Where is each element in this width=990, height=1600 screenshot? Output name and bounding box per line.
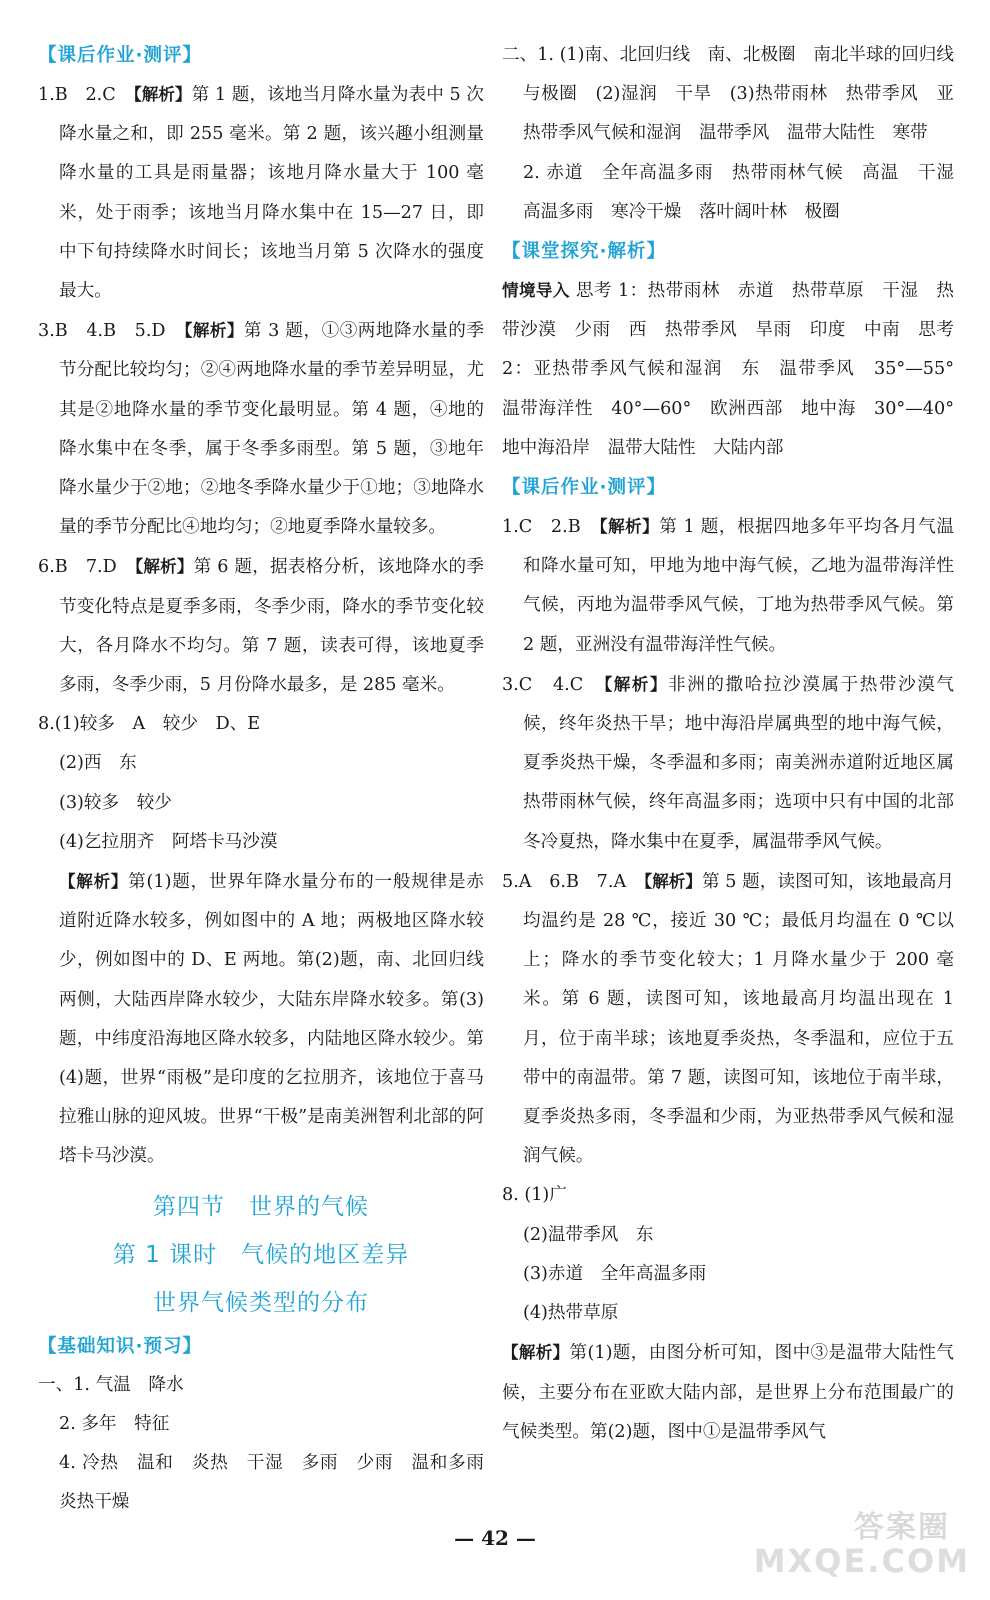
answer-text: 第 6 题，据表格分析，该地降水的季节变化特点是夏季多雨，冬季少雨，降水的季节变化较大，各月降水不均匀。第 7 题，读表可得，该地夏季多雨，冬季少雨，5 月份降水最多，是 285 毫米。 xyxy=(59,557,485,696)
answer-paragraph xyxy=(38,75,484,311)
analysis-label: 【解析】 xyxy=(133,85,192,104)
section-heading: 【课后作业·测评】 xyxy=(502,477,667,499)
answer-paragraph xyxy=(38,823,484,862)
answer-text: 2. 赤道 全年高温多雨 热带雨林气候 高温 干湿 高温多雨 寒冷干燥 落叶阔叶林 极圈 xyxy=(523,162,972,222)
section-heading: 【基础知识·预习】 xyxy=(38,1335,203,1357)
answer-text: 第 1 题，该地当月降水量为表中 5 次降水量之和，即 255 毫米。第 2 题，该兴趣小组测量降水量的工具是雨量器；该地月降水量大于 100 毫米，处于雨季；该地当月降水集中在 15—27 日，即中下旬持续降水时间长；该地当月第 5 次降水的强度最大。 xyxy=(59,85,485,302)
answer-paragraph xyxy=(502,1176,954,1215)
answer-paragraph xyxy=(38,784,484,823)
answer-text: 第 1 题，根据四地多年平均各月气温和降水量可知，甲地为地中海气候，乙地为温带海洋性气候，丙地为温带季风气候，丁地为热带季风气候。第 2 题，亚洲没有温带海洋性气候。 xyxy=(523,517,955,655)
analysis-label: 【解析】 xyxy=(643,871,702,891)
answer-text: (2)温带季风 东 xyxy=(523,1224,654,1245)
answer-paragraph xyxy=(38,862,484,1177)
answer-text: (2)西 东 xyxy=(59,753,137,774)
analysis-label: 【解析】 xyxy=(134,557,194,577)
answer-paragraph xyxy=(502,271,972,468)
answer-text: 第(1)题，世界年降水量分布的一般规律是赤道附近降水较多，例如图中的 A 地；两极地区降水较少，例如图中的 D、E 两地。第(2)题，南、北回归线两侧，大陆西岸降水较少，大陆东岸降水较多。第(3)题，中纬度沿海地区降水较多，内陆地区降水较少。第(4)题，世界“雨极”是印度的乞拉朋齐，该地位于喜马拉雅山脉的迎风坡。世界“干极”是南美洲智利北部的阿塔卡马沙漠。 xyxy=(59,872,484,1167)
answer-text: 一、1. 气温 降水 xyxy=(38,1374,184,1395)
answer-text: (3)赤道 全年高温多雨 xyxy=(523,1263,707,1284)
analysis-label: 【解析】 xyxy=(184,321,244,341)
answer-paragraph xyxy=(502,1255,954,1294)
analysis-label: 【解析】 xyxy=(59,872,129,892)
answer-text: 5.A 6.B 7.A xyxy=(502,871,644,892)
answer-text: 思考 1：热带雨林 赤道 热带草原 干湿 热带沙漠 少雨 西 热带季风 旱雨 印度 中南 思考 2：亚热带季风气候和湿润 东 温带季风 35°—55° 温带海洋性 40°—60° 欧洲西部 地中海 30°—40° 地中海沿岸 温带大陆性 大陆内部 xyxy=(502,281,972,458)
answer-text: 3.C 4.C xyxy=(502,674,604,695)
analysis-label: 【解析】 xyxy=(603,674,669,694)
analysis-label: 【解析】 xyxy=(502,1343,570,1363)
answer-paragraph xyxy=(38,705,484,744)
analysis-label: 情境导入 xyxy=(502,281,570,301)
section-heading: 【课堂探究·解析】 xyxy=(502,241,667,263)
answer-paragraph xyxy=(502,1294,954,1333)
answer-text: 2. 多年 特征 xyxy=(59,1413,170,1434)
answer-text: 非洲的撒哈拉沙漠属于热带沙漠气候，终年炎热干旱；地中海沿岸属典型的地中海气候，夏季炎热干燥，冬季温和多雨；南美洲赤道附近地区属热带雨林气候，终年高温多雨；选项中只有中国的北部冬冷夏热，降水集中在夏季，属温带季风气候。 xyxy=(523,674,954,852)
chapter-title: 第四节 世界的气候 xyxy=(153,1193,369,1220)
answer-text: 第 5 题，读图可知，该地最高月均温约是 28 ℃，接近 30 ℃；最低月均温在 0 ℃以上；降水的季节变化较大；1 月降水量少于 200 毫米。第 6 题，读图可知，该地最高月均温出现在 1 月，位于南半球；该地夏季炎热，冬季温和，应位于五带中的南温带。第 7 题，读图可知，该地位于南半球，夏季炎热多雨，冬季温和少雨，为亚热带季风气候和湿润气候。 xyxy=(523,871,955,1167)
page-number: — 42 — xyxy=(454,1526,536,1550)
answer-text: 8.(1)较多 A 较少 D、E xyxy=(38,714,261,735)
answer-paragraph xyxy=(38,311,484,547)
answer-text: 3.B 4.B 5.D xyxy=(38,321,185,342)
answer-paragraph xyxy=(38,1366,484,1405)
watermark-logo xyxy=(753,1502,970,1586)
analysis-label: 【解析】 xyxy=(599,517,660,537)
answer-text: 8. (1)广 xyxy=(502,1185,567,1206)
answer-text: (4)热带草原 xyxy=(523,1303,619,1324)
answer-text: (3)较多 较少 xyxy=(59,792,172,813)
answer-text: 第 3 题，①③两地降水量的季节分配比较均匀；②④两地降水量的季节差异明显，尤其是②地降水量的季节变化最明显。第 4 题，④地的降水集中在冬季，属于冬季多雨型。第 5 题，③地年降水量少于②地；②地冬季降水量少于①地；③地降水量的季节分配比④地均匀；②地夏季降水量较多。 xyxy=(59,321,484,538)
watermark-line-1: 答案圈 xyxy=(854,1510,950,1545)
answer-paragraph xyxy=(38,744,484,783)
right-column xyxy=(502,36,972,1452)
watermark-line-2: MXQE.COM xyxy=(753,1542,970,1580)
answer-paragraph xyxy=(38,1405,484,1444)
answer-paragraph xyxy=(502,1216,954,1255)
chapter-title: 世界气候类型的分布 xyxy=(153,1289,369,1316)
answer-text: 第(1)题，由图分析可知，图中③是温带大陆性气候，主要分布在亚欧大陆内部，是世界上分布范围最广的气候类型。第(2)题，图中①是温带季风气 xyxy=(502,1343,954,1442)
answer-text: 1.B 2.C xyxy=(38,85,134,105)
answer-paragraph xyxy=(502,665,954,862)
answer-paragraph xyxy=(38,547,484,705)
section-heading: 【课后作业·测评】 xyxy=(38,45,203,66)
answer-paragraph xyxy=(502,36,954,154)
answer-paragraph xyxy=(502,1333,954,1452)
answer-text: 二、1. (1)南、北回归线 南、北极圈 南北半球的回归线与极圈 (2)湿润 干旱 (3)热带雨林 热带季风 亚热带季风气候和湿润 温带季风 温带大陆性 寒带 xyxy=(502,45,954,144)
answer-text: 1.C 2.B xyxy=(502,517,600,538)
answer-text: 6.B 7.D xyxy=(38,557,135,578)
answer-paragraph xyxy=(502,507,954,665)
answer-text: 4. 冷热 温和 炎热 干湿 多雨 少雨 温和多雨 炎热干燥 xyxy=(59,1453,502,1513)
left-column xyxy=(38,36,502,1523)
answer-paragraph xyxy=(38,1444,502,1522)
chapter-title: 第 1 课时 气候的地区差异 xyxy=(112,1241,410,1268)
answer-paragraph xyxy=(502,154,972,232)
answer-text: (4)乞拉朋齐 阿塔卡马沙漠 xyxy=(59,831,278,852)
answer-paragraph xyxy=(502,862,954,1177)
